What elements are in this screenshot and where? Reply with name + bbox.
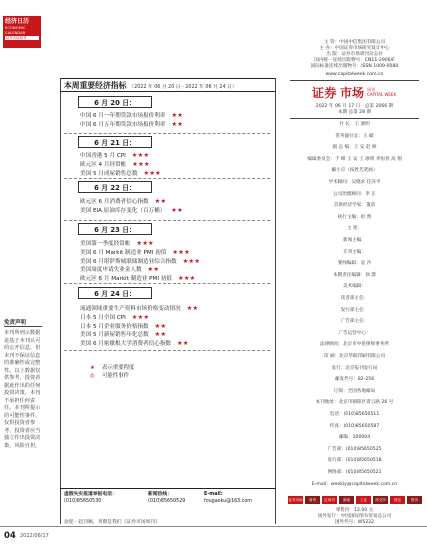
masthead-rule <box>290 118 419 119</box>
masthead <box>282 0 427 552</box>
event-name: 中国香港 5 月 CPI <box>80 153 126 159</box>
ad-tile[interactable]: 红周刊 <box>322 496 337 504</box>
day-header: 6 月 22 日： <box>78 181 152 193</box>
importance-stars: ★★ <box>171 206 183 214</box>
page-date: 2022/06/17 <box>20 533 49 539</box>
ad-tile[interactable]: 上证 <box>356 496 371 504</box>
brand-sub-cn: 周刊 <box>366 87 375 92</box>
issue-date: 2022 年 06 月 17 日 总第 2066 期 <box>315 104 394 109</box>
importance-stars: ★★★ <box>131 152 150 159</box>
contact-value: (010)85650529 <box>148 499 186 504</box>
section-divider <box>64 178 270 179</box>
masthead-line: 主 管：中国中信集团有限公司 <box>323 40 386 45</box>
ad-tile[interactable]: 深交所 <box>373 496 388 504</box>
day-events <box>80 305 198 349</box>
staff-line: 学术顾问：吴晓求 任泽平 <box>328 180 381 185</box>
list-item <box>80 331 198 340</box>
page-number: 04 <box>4 531 16 541</box>
section-divider <box>64 283 270 284</box>
contact-email <box>204 491 252 505</box>
contact-label: 新闻热线： <box>148 492 172 497</box>
list-item <box>80 240 200 249</box>
list-item <box>80 249 200 258</box>
staff-line: 邮编：100004 <box>338 435 371 441</box>
disclaimer-divider <box>4 326 42 327</box>
staff-line: 发行：北京报刊发行局 <box>331 365 378 371</box>
staff-line: 本刊地址：北京市朝阳区霄云路 26 号 <box>315 400 394 406</box>
importance-stars: ★★★ <box>136 240 154 247</box>
importance-stars: ★★★ <box>172 248 190 256</box>
staff-line: 网络部：(010)85650521 <box>327 470 382 475</box>
brand-text-2: 市场 <box>339 86 364 100</box>
importance-stars: ★★★ <box>177 275 196 283</box>
importance-stars: ★★ <box>186 305 199 312</box>
importance-stars: ★★★ <box>143 169 162 177</box>
partner-ads <box>288 496 422 504</box>
calendar-logo <box>3 16 41 48</box>
staff-line: 广告运营中心： <box>338 330 371 336</box>
event-name: 欧元区 6 月 Markit 制造业 PMI 初值 <box>80 276 172 283</box>
event-name: 美国 6 月堪萨斯城联储制造业综合指数 <box>80 258 177 265</box>
day-header: 6 月 20 日： <box>78 96 152 108</box>
ad-tile[interactable]: 报刊 <box>407 496 422 504</box>
staff-line: E-mail：weekly@capitalweek.com.cn <box>311 481 398 487</box>
ad-tile[interactable]: 周刊 <box>305 496 320 504</box>
day-events <box>80 152 161 178</box>
staff-line: 副 总 编：王 安 赵 洲 <box>332 145 377 151</box>
section-divider <box>64 220 270 221</box>
star-icon: ★ <box>90 365 95 371</box>
logo-en-2: CALENDAR <box>5 30 26 35</box>
staff-line: 专刊主编： <box>343 249 366 255</box>
section-divider <box>64 133 270 134</box>
table-right-border <box>275 78 276 524</box>
legend-item <box>90 372 134 380</box>
logo-title: 经济日历 <box>5 18 30 25</box>
footer-rule <box>0 526 427 527</box>
event-name: 美国第一季度经常帐 <box>80 241 131 247</box>
importance-stars: ★★★ <box>131 313 150 321</box>
legend-text: 可能性事件 <box>102 373 129 379</box>
legend-text: 表示重要程度 <box>102 365 135 371</box>
page-title <box>64 80 237 91</box>
contact-label: 虚假失实报道举报电话： <box>64 492 117 497</box>
legend <box>90 364 134 380</box>
circle-icon: ◎ <box>90 373 95 379</box>
list-item <box>80 121 183 130</box>
overseas-code: 国外代号：W5222 <box>334 520 375 525</box>
masthead-line: 主 办：中国证券市场研究设计中心 <box>319 46 390 51</box>
contact-report <box>64 491 117 505</box>
list-item <box>80 340 198 349</box>
list-item <box>80 161 161 170</box>
price: 零售价：12.00 元 <box>335 508 374 513</box>
staff-line: 广告部：(010)85650525 <box>327 446 382 452</box>
logo-en-1: ECONOMIC <box>5 26 26 30</box>
website[interactable]: www.capitalweek.com.cn <box>325 72 384 77</box>
ad-tile[interactable]: 证券市场 <box>288 498 303 502</box>
staff-line: 读者部主任： <box>340 296 369 301</box>
date-range: （2022 年 06 月 20 日 - 2022 年 06 月 24 日） <box>129 85 237 90</box>
contact-value[interactable]: fougaoku@163.com <box>204 499 252 504</box>
importance-stars: ★★★ <box>132 160 150 168</box>
staff-line: 社 长：王 凛明 <box>339 122 370 127</box>
ad-tile[interactable]: 财经 <box>390 496 405 504</box>
list-item <box>80 198 183 207</box>
staff-line: 常务副社长：王 嵘 <box>335 133 374 139</box>
event-name: 日本 5 月全国 CPI <box>80 314 126 321</box>
table-left-border <box>60 78 61 524</box>
importance-stars: ★★★ <box>182 257 201 265</box>
event-name: 美国 5 月新屋销售年化总数 <box>80 332 149 339</box>
list-item <box>80 207 183 216</box>
staff-line: 美术编辑： <box>343 284 366 290</box>
staff-line: 执行主编：赵 然 <box>337 214 372 220</box>
event-name: 欧元区 4 月经常帐 <box>80 161 127 168</box>
staff-line: 本期责任编辑：徐 潇 <box>333 272 376 278</box>
contacts-divider <box>60 488 275 489</box>
staff-line: 要闻编辑：袁 沙 <box>337 261 372 267</box>
staff-line: 发行部主任： <box>340 307 369 313</box>
event-name: 欧元区 6 月消费者信心指数 <box>80 199 149 205</box>
event-name: 美国 5 月成屋销售总数 <box>80 170 138 177</box>
legend-item <box>90 364 134 372</box>
masthead-line: 出 版：证券市场周刊杂志社 <box>326 52 383 57</box>
event-name: 美国周度申请失业金人数 <box>80 267 142 274</box>
importance-stars: ★★ <box>154 322 167 330</box>
contact-value: (010)85650530 <box>64 499 102 504</box>
day-events <box>80 240 200 284</box>
importance-stars: ★★ <box>171 112 184 119</box>
event-name: 中国 6 月五年期贷款市场报价利率 <box>80 121 166 128</box>
overseas-distribution: 国外发行：中国国际图书贸易总公司 <box>317 514 392 519</box>
staff-line: 邮发代号：82-256 <box>334 377 375 383</box>
brand-sub-en: CAPITAL WEEK <box>366 91 397 97</box>
staff-line: 公司治理顾问：李 正 <box>333 191 376 197</box>
table-header-rule <box>60 91 275 92</box>
brand-text: 证券 <box>311 86 337 100</box>
brand-sub <box>367 88 396 97</box>
staff-line: 发行部：(010)85650518 <box>327 458 382 464</box>
logo-brand: 证券市场周刊 <box>5 36 39 40</box>
page-title-text: 本周重要经济指标 <box>64 81 127 90</box>
disclaimer-title: 免责声明 <box>4 320 27 326</box>
day-header: 6 月 23 日： <box>78 223 152 235</box>
masthead-line: 国内统一连续出版物号：CN11-2906/F <box>314 58 395 63</box>
importance-stars: ★★ <box>154 331 167 339</box>
day-header: 6 月 24 日： <box>78 287 152 299</box>
table-top-rule <box>60 78 275 79</box>
staff-line: 印 刷：北京华联印刷有限公司 <box>323 354 386 359</box>
staff-line: 法律顾问：北京市中伦律师事务所 <box>320 342 389 348</box>
issue-number: 本期 总第 28 期 <box>337 110 372 115</box>
brand-logo <box>308 83 400 102</box>
staff-line: 传真：(010)85650587 <box>329 423 380 429</box>
staff-line: 电话：(010)85650511 <box>329 412 380 417</box>
contact-label: E-mail: <box>204 492 223 497</box>
slogan: 欢迎一起刊稿，刊期是我们《证券市场周刊》 <box>64 520 160 525</box>
importance-stars: ★★ <box>177 340 189 348</box>
contact-hotline <box>148 491 185 505</box>
importance-stars: ★★ <box>171 120 184 128</box>
event-name: 日本 5 月企业服务价格指数 <box>80 323 149 330</box>
masthead-rule <box>290 80 419 81</box>
list-item <box>80 305 198 314</box>
list-item <box>80 314 198 323</box>
event-name: 美国 6 月密歇根大学消费者信心指数 <box>80 341 172 348</box>
staff-line: 广告部主任： <box>340 319 369 325</box>
day-header: 6 月 21 日： <box>78 136 152 148</box>
masthead-line: 国际标准连续出版物号：ISSN 1009-0080 <box>310 64 399 69</box>
staff-line: 编辑委员会：于 峰 王 安 王 凛明 李恒春 高 翔 <box>307 156 402 162</box>
staff-line: 订阅：全国各地邮局 <box>333 388 376 394</box>
disclaimer-body: 本刊所列示数据是基于本刊认可的公开信息，但本刊不保证信息的准确性或完整性。以上数据仅供参考，投资者据此作出的任何投资决策，本刊不承担任何责任。本刊所提示的可能性事件，仅供投资者参考，投资者应当独立作出投资决策，风险自担。 <box>4 330 41 449</box>
event-name: 中国 6 月一年期贷款市场报价利率 <box>80 113 166 119</box>
day-events <box>80 112 183 130</box>
staff-line: 首席经济学家：董蓓 <box>333 203 376 209</box>
event-name: 流通领域重要生产资料市场价格变动情况 <box>80 306 181 312</box>
list-item <box>80 152 161 161</box>
list-item <box>80 112 183 121</box>
staff-line: 戴小京（按姓氏笔画） <box>331 168 378 174</box>
list-item <box>80 258 200 267</box>
staff-line: 主 笔： <box>346 226 363 232</box>
importance-stars: ★★ <box>154 198 167 205</box>
staff-line: 新闻主编： <box>343 238 366 243</box>
ad-tile[interactable]: 新闻 <box>339 496 354 504</box>
event-name: 美国 6 月 Markit 制造业 PMI 初值 <box>80 249 167 256</box>
list-item <box>80 266 200 275</box>
importance-stars: ★★ <box>147 266 160 274</box>
day-events <box>80 198 183 216</box>
section-divider <box>64 350 270 351</box>
list-item <box>80 323 198 332</box>
event-name: 美国 EIA 原油库存变化（百万桶） <box>80 207 166 214</box>
